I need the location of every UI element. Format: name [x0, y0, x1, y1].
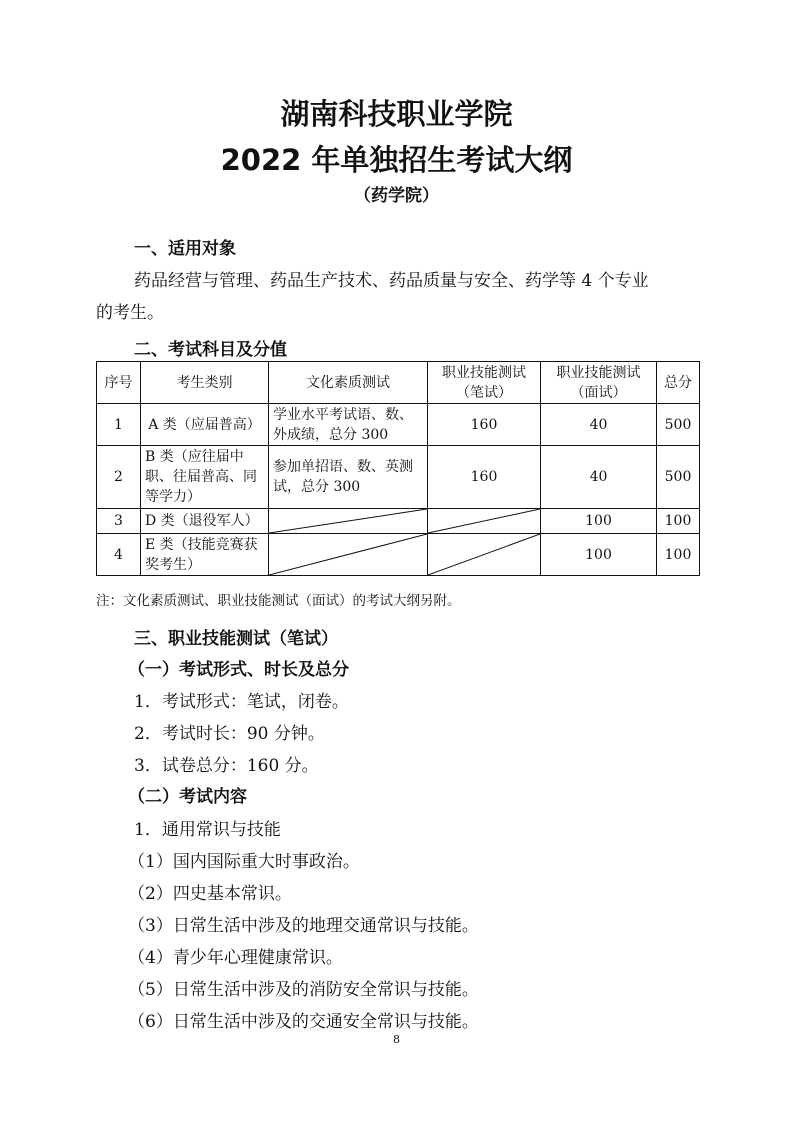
list-item: （3）日常生活中涉及的地理交通常识与技能。 — [128, 916, 479, 936]
row3-seq: 3 — [97, 509, 141, 534]
diagonal-slash-icon — [269, 534, 427, 575]
section1-paragraph-line1: 药品经营与管理、药品生产技术、药品质量与安全、药学等 4 个专业 — [134, 271, 649, 291]
section3-sub2-heading: （二）考试内容 — [128, 787, 247, 807]
section1-heading: 一、适用对象 — [134, 239, 236, 259]
row4-seq: 4 — [97, 534, 141, 576]
header-skill-interview-line1: 职业技能测试 — [556, 364, 641, 381]
row4-interview: 100 — [541, 534, 657, 576]
header-seq: 序号 — [97, 362, 141, 404]
header-total: 总分 — [657, 362, 700, 404]
row3-written-na — [428, 509, 541, 534]
header-skill-written-line2: （笔试） — [456, 384, 512, 401]
header-skill-interview — [541, 362, 657, 404]
row3-culture-na — [269, 509, 428, 534]
doc-subtitle-college: （药学院） — [354, 186, 439, 206]
list-item: （6）日常生活中涉及的交通安全常识与技能。 — [128, 1012, 479, 1032]
row1-total: 500 — [657, 404, 700, 446]
list-item: （2）四史基本常识。 — [128, 884, 292, 904]
section3-heading: 三、职业技能测试（笔试） — [134, 629, 338, 649]
row2-category: B 类（应往届中职、往届普高、同等学力） — [141, 446, 269, 509]
row1-interview: 40 — [541, 404, 657, 446]
list-item: （1）国内国际重大时事政治。 — [128, 852, 360, 872]
doc-title-school: 湖南科技职业学院 — [280, 97, 513, 131]
row1-category: A 类（应届普高） — [141, 404, 269, 446]
row1-written: 160 — [428, 404, 541, 446]
row1-culture: 学业水平考试语、数、外成绩，总分 300 — [269, 404, 428, 446]
section3-sub1-heading: （一）考试形式、时长及总分 — [128, 660, 349, 680]
doc-title-outline: 2022 年单独招生考试大纲 — [220, 143, 573, 177]
row2-seq: 2 — [97, 446, 141, 509]
row3-total: 100 — [657, 509, 700, 534]
table-row — [97, 534, 700, 576]
table-header-row — [97, 362, 700, 404]
score-table — [96, 361, 700, 576]
row2-culture: 参加单招语、数、英测试，总分 300 — [269, 446, 428, 509]
table-row — [97, 404, 700, 446]
header-skill-interview-line2: （面试） — [570, 384, 627, 401]
table-row — [97, 446, 700, 509]
header-category: 考生类别 — [141, 362, 269, 404]
row4-written-na — [428, 534, 541, 576]
row4-total: 100 — [657, 534, 700, 576]
list-item: （4）青少年心理健康常识。 — [128, 948, 343, 968]
list-item: 1．考试形式：笔试，闭卷。 — [134, 692, 349, 712]
list-item: 1．通用常识与技能 — [134, 820, 281, 840]
section1-paragraph-line2: 的考生。 — [96, 303, 164, 323]
list-item: （5）日常生活中涉及的消防安全常识与技能。 — [128, 980, 479, 1000]
row4-culture-na — [269, 534, 428, 576]
row3-interview: 100 — [541, 509, 657, 534]
row2-written: 160 — [428, 446, 541, 509]
page-number: 8 — [393, 1033, 400, 1046]
table-note: 注：文化素质测试、职业技能测试（面试）的考试大纲另附。 — [96, 593, 461, 609]
row1-seq: 1 — [97, 404, 141, 446]
diagonal-slash-icon — [428, 509, 540, 533]
header-skill-written — [428, 362, 541, 404]
header-culture: 文化素质测试 — [269, 362, 428, 404]
row2-interview: 40 — [541, 446, 657, 509]
row3-category: D 类（退役军人） — [141, 509, 269, 534]
table-row — [97, 509, 700, 534]
row4-category: E 类（技能竞赛获奖考生） — [141, 534, 269, 576]
diagonal-slash-icon — [269, 509, 427, 533]
row2-total: 500 — [657, 446, 700, 509]
diagonal-slash-icon — [428, 534, 540, 575]
section2-heading: 二、考试科目及分值 — [134, 340, 287, 360]
list-item: 2．考试时长：90 分钟。 — [134, 724, 325, 744]
header-skill-written-line1: 职业技能测试 — [442, 364, 526, 381]
list-item: 3．试卷总分：160 分。 — [134, 756, 319, 776]
